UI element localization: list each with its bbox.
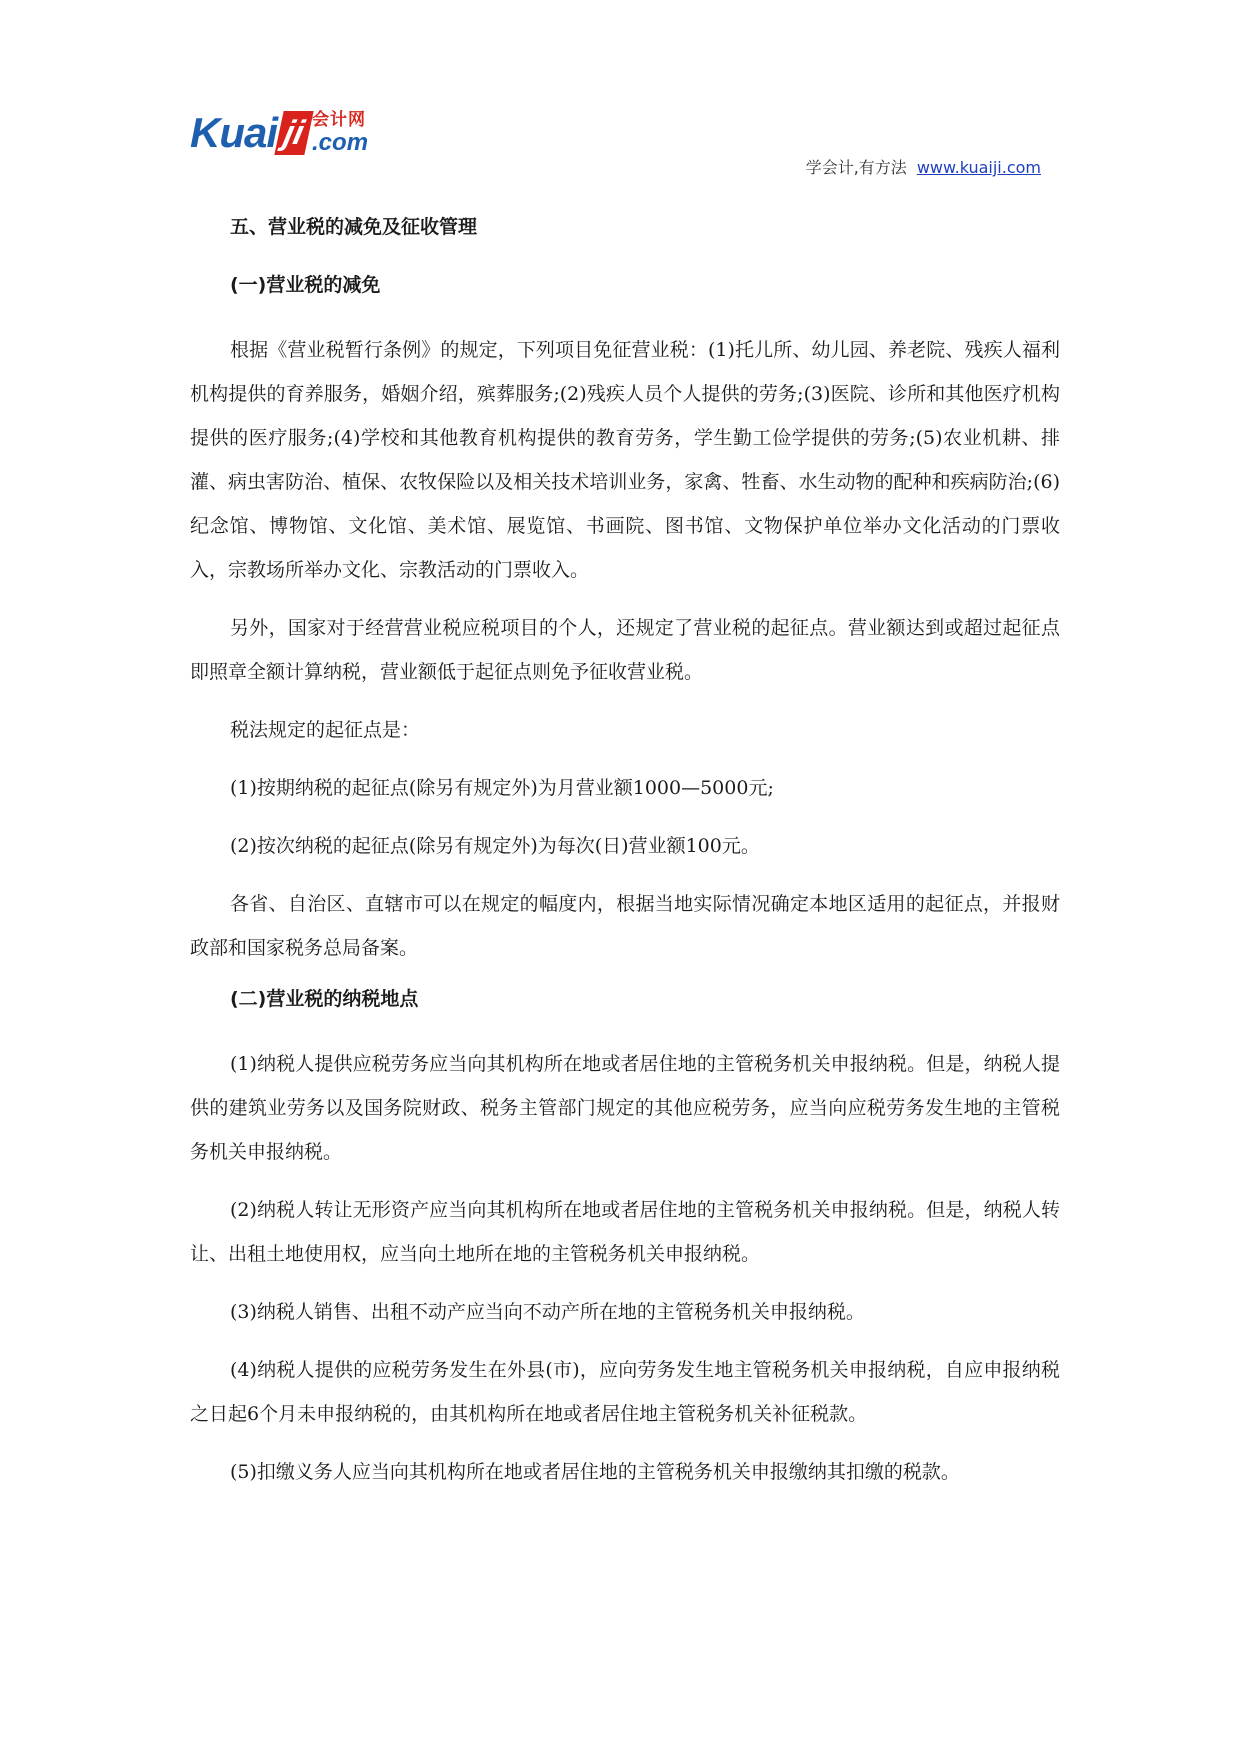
- paragraph-threshold-label: 税法规定的起征点是：: [230, 719, 421, 741]
- paragraph-location-4: (4)纳税人提供的应税劳务发生在外县(市)，应向劳务发生地主管税务机关申报纳税，自应申报纳税之日起6个月未申报纳税的，由其机构所在地或者居住地主管税务机关补征税款。: [190, 1359, 1060, 1425]
- paragraph-threshold-intro: 另外，国家对于经营营业税应税项目的个人，还规定了营业税的起征点。营业额达到或超过起征点即照章全额计算纳税，营业额低于起征点则免予征收营业税。: [190, 617, 1060, 683]
- subsection-title-location: (二)营业税的纳税地点: [230, 988, 419, 1010]
- paragraph-threshold-period: (1)按期纳税的起征点(除另有规定外)为月营业额1000—5000元;: [230, 777, 774, 799]
- logo-ji-mark: ji: [274, 111, 313, 155]
- paragraph-location-2: (2)纳税人转让无形资产应当向其机构所在地或者居住地的主管税务机关申报纳税。但是，纳税人转让、出租土地使用权，应当向土地所在地的主管税务机关申报纳税。: [190, 1199, 1060, 1265]
- paragraph-location-3: (3)纳税人销售、出租不动产应当向不动产所在地的主管税务机关申报纳税。: [230, 1301, 865, 1323]
- paragraph-provincial: 各省、自治区、直辖市可以在规定的幅度内，根据当地实际情况确定本地区适用的起征点，并报财政部和国家税务总局备案。: [190, 893, 1060, 959]
- logo-domain: .com: [312, 128, 369, 156]
- header-slogan: [806, 155, 1041, 178]
- paragraph-location-1: (1)纳税人提供应税劳务应当向其机构所在地或者居住地的主管税务机关申报纳税。但是，纳税人提供的建筑业劳务以及国务院财政、税务主管部门规定的其他应税劳务，应当向应税劳务发生地的主管税务机关申报纳税。: [190, 1053, 1060, 1163]
- paragraph-location-5: (5)扣缴义务人应当向其机构所在地或者居住地的主管税务机关申报缴纳其扣缴的税款。: [230, 1461, 960, 1483]
- document-body: [190, 212, 1060, 1508]
- logo-chinese-name: 会计网: [312, 109, 367, 130]
- page-header: [0, 0, 1241, 190]
- logo-right: [312, 109, 369, 156]
- paragraph-threshold-per-time: (2)按次纳税的起征点(除另有规定外)为每次(日)营业额100元。: [230, 835, 760, 857]
- section-title: 五、营业税的减免及征收管理: [230, 216, 478, 238]
- subsection-title-exemption: (一)营业税的减免: [230, 274, 381, 296]
- kuaiji-logo[interactable]: [190, 103, 400, 163]
- website-link[interactable]: www.kuaiji.com: [916, 158, 1041, 177]
- paragraph-exemptions: 根据《营业税暂行条例》的规定，下列项目免征营业税：(1)托儿所、幼儿园、养老院、残疾人福利机构提供的育养服务，婚姻介绍，殡葬服务;(2)残疾人员个人提供的劳务;(3)医院、诊所和其他医疗机构提供的医疗服务;(4)学校和其他教育机构提供的教育劳务，学生勤工俭学提供的劳务;(5)农业机耕、排灌、病虫害防治、植保、农牧保险以及相关技术培训业务，家禽、牲畜、水生动物的配种和疾病防治;(6)纪念馆、博物馆、文化馆、美术馆、展览馆、书画院、图书馆、文物保护单位举办文化活动的门票收入，宗教场所举办文化、宗教活动的门票收入。: [190, 339, 1060, 581]
- logo-wordmark: Kuai: [190, 109, 278, 156]
- slogan-text: 学会计,有方法: [805, 158, 907, 177]
